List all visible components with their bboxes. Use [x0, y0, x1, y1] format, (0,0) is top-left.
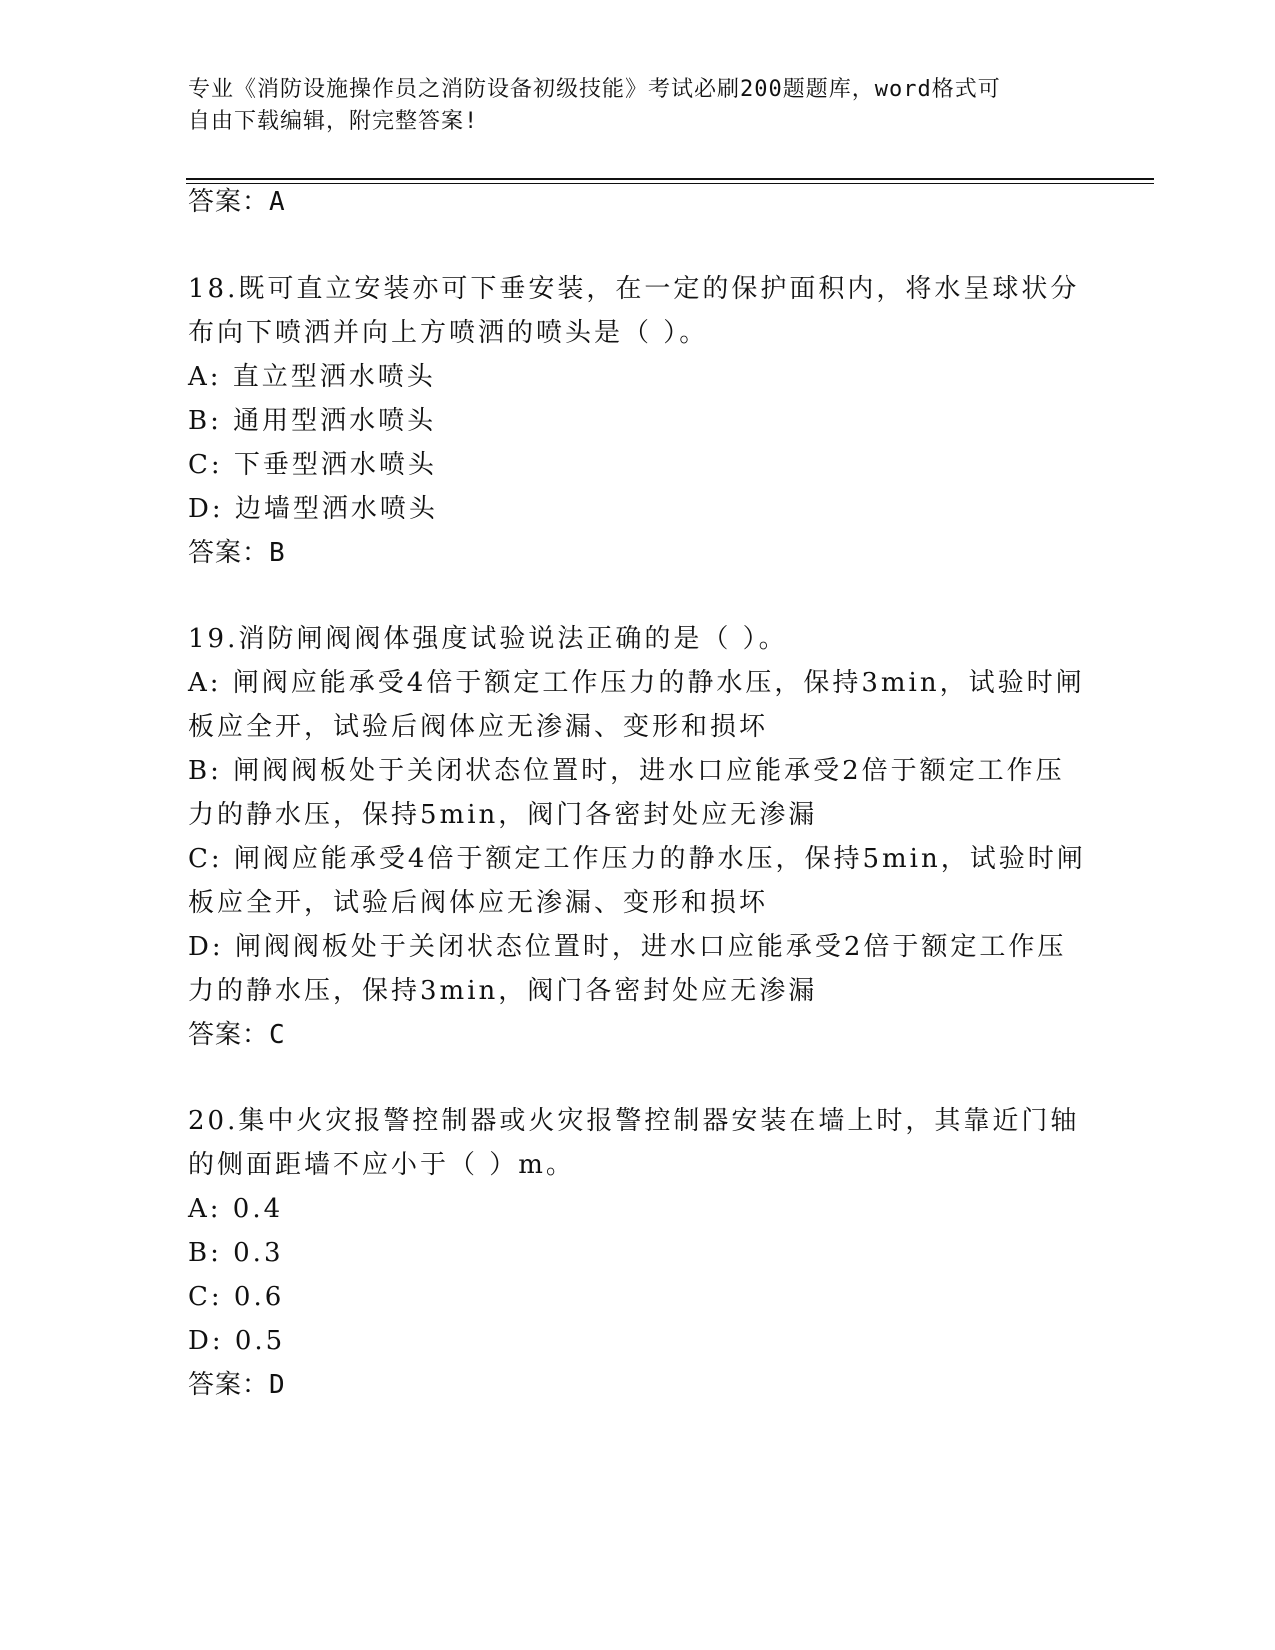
- question-18-answer: 答案：B: [188, 538, 286, 568]
- header-divider-thick: [186, 178, 1154, 180]
- question-19-option-b-line-2: 力的静水压，保持5min，阀门各密封处应无渗漏: [188, 800, 818, 830]
- question-19-option-d-line-1: D: 闸阀阀板处于关闭状态位置时，进水口应能承受2倍于额定工作压: [188, 932, 1067, 962]
- question-18-option-a: A: 直立型洒水喷头: [188, 362, 436, 392]
- question-18-option-c: C: 下垂型洒水喷头: [188, 450, 437, 480]
- question-19-answer: 答案：C: [188, 1020, 286, 1050]
- document-header: [188, 74, 1088, 138]
- header-divider-thin: [186, 183, 1154, 184]
- question-19-option-c-line-2: 板应全开，试验后阀体应无渗漏、变形和损坏: [188, 888, 769, 918]
- question-20-option-d: D: 0.5: [188, 1326, 286, 1356]
- question-20-stem-line-2: 的侧面距墙不应小于（ ）m。: [188, 1150, 575, 1180]
- header-line-2: 自由下载编辑，附完整答案!: [188, 109, 479, 134]
- question-19-option-d-line-2: 力的静水压，保持3min，阀门各密封处应无渗漏: [188, 976, 818, 1006]
- question-19-option-c-line-1: C: 闸阀应能承受4倍于额定工作压力的静水压，保持5min，试验时闸: [188, 844, 1086, 874]
- question-19-option-a-line-2: 板应全开，试验后阀体应无渗漏、变形和损坏: [188, 712, 769, 742]
- answer-17: 答案：A: [188, 187, 286, 217]
- question-20-answer: 答案：D: [188, 1370, 286, 1400]
- question-20-stem-line-1: 20.集中火灾报警控制器或火灾报警控制器安装在墙上时，其靠近门轴: [188, 1106, 1080, 1136]
- question-18-option-b: B: 通用型洒水喷头: [188, 406, 437, 436]
- question-18-option-d: D: 边墙型洒水喷头: [188, 494, 438, 524]
- question-18-stem-line-1: 18.既可直立安装亦可下垂安装，在一定的保护面积内，将水呈球状分: [188, 274, 1080, 304]
- question-19-option-b-line-1: B: 闸阀阀板处于关闭状态位置时，进水口应能承受2倍于额定工作压: [188, 756, 1065, 786]
- question-19-option-a-line-1: A: 闸阀应能承受4倍于额定工作压力的静水压，保持3min，试验时闸: [188, 668, 1085, 698]
- header-line-1: 专业《消防设施操作员之消防设备初级技能》考试必刷200题题库，word格式可: [188, 77, 1001, 102]
- question-20-option-b: B: 0.3: [188, 1238, 284, 1268]
- question-20-option-a: A: 0.4: [188, 1194, 284, 1224]
- question-19-stem: 19.消防闸阀阀体强度试验说法正确的是（ ）。: [188, 624, 788, 654]
- question-18-stem-line-2: 布向下喷洒并向上方喷洒的喷头是（ ）。: [188, 318, 709, 348]
- question-20-option-c: C: 0.6: [188, 1282, 285, 1312]
